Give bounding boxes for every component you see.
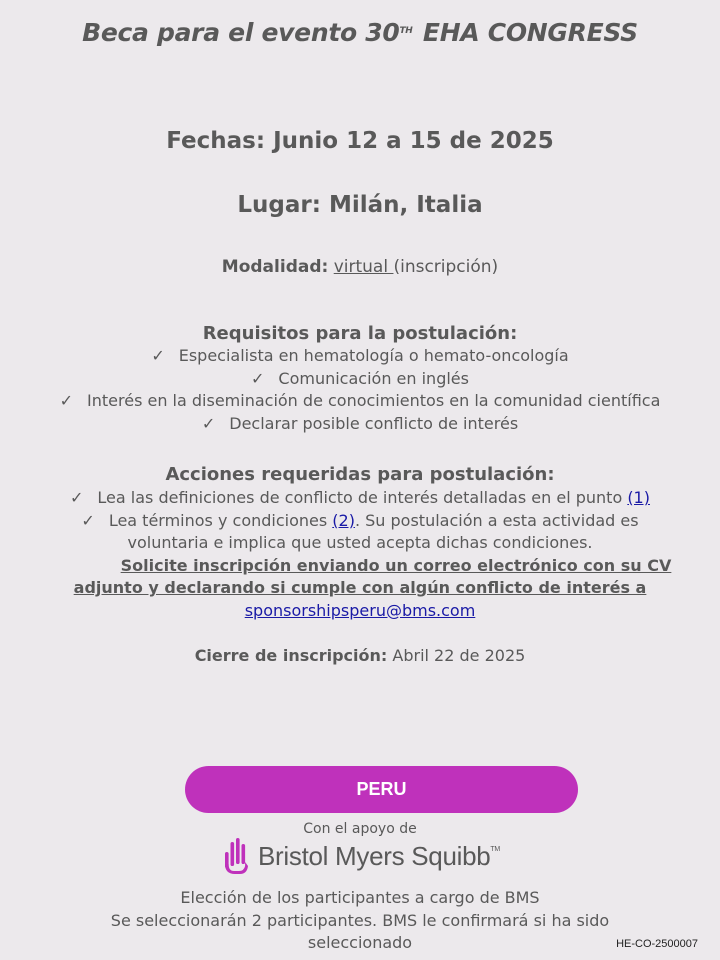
modality-label: Modalidad: [221, 257, 329, 277]
list-item: ✓ Comunicación en inglés [251, 368, 469, 388]
checkmark-icon: ✓ [59, 391, 74, 410]
registration-close [0, 646, 720, 665]
page-title [0, 18, 720, 47]
email-link[interactable]: sponsorshipsperu@bms.com [244, 600, 476, 620]
country-button[interactable]: PERU [185, 766, 578, 813]
request-instruction-line2: adjunto y declarando si cumple con algún conflicto de interés a [73, 578, 647, 597]
support-text: Con el apoyo de [303, 821, 417, 837]
list-item: ✓ Lea las definiciones de conflicto de interés detalladas en el punto (1) [70, 488, 650, 507]
list-item: ✓ Interés en la diseminación de conocimientos en la comunidad científica [59, 391, 661, 410]
requirements-title: Requisitos para la postulación: [202, 323, 518, 344]
requirements-list [0, 345, 720, 435]
checkmark-icon: ✓ [151, 346, 165, 365]
modality [0, 257, 720, 277]
list-item-continuation: voluntaria e implica que usted acepta dichas condiciones. [127, 533, 593, 552]
footer-line1: Elección de los participantes a cargo de BMS [180, 888, 540, 907]
title-suffix: EHA CONGRESS [414, 18, 638, 47]
modality-note: (inscripción) [393, 257, 499, 277]
footer-line2: Se seleccionarán 2 participantes. BMS le confirmará si ha sido [110, 910, 610, 930]
modality-value: virtual [333, 257, 394, 277]
event-place: Lugar: Milán, Italia [237, 192, 483, 218]
title-prefix: Beca para el evento 30 [82, 18, 400, 47]
email-line [0, 600, 720, 623]
checkmark-icon: ✓ [81, 510, 95, 530]
close-value: Abril 22 de 2025 [387, 646, 526, 665]
list-item: ✓ Declarar posible conflicto de interés [201, 413, 519, 433]
hand-icon [222, 836, 250, 876]
definitions-link[interactable]: (1) [627, 488, 650, 507]
trademark: TM [490, 846, 500, 853]
title-superscript: TH [399, 26, 413, 36]
checkmark-icon: ✓ [201, 413, 216, 433]
document-code: HE-CO-2500007 [616, 938, 698, 950]
list-item: ✓ Especialista en hematología o hemato-oncología [151, 346, 569, 365]
footer-line3: seleccionado [307, 933, 413, 952]
bms-logo [222, 836, 512, 876]
event-dates: Fechas: Junio 12 a 15 de 2025 [166, 128, 554, 154]
actions-list [0, 487, 720, 622]
list-item: ✓ Lea términos y condiciones (2). Su postulación a esta actividad es [81, 510, 639, 530]
footer-note [0, 887, 720, 955]
checkmark-icon: ✓ [70, 488, 84, 507]
actions-title: Acciones requeridas para postulación: [165, 464, 555, 485]
close-label: Cierre de inscripción: [194, 646, 388, 665]
terms-link[interactable]: (2) [332, 510, 355, 530]
request-instruction-line1: Solicite inscripción enviando un correo electrónico con su CV [120, 555, 672, 575]
checkmark-icon: ✓ [251, 368, 265, 388]
logo-text: Bristol Myers Squibb™ [258, 841, 500, 871]
